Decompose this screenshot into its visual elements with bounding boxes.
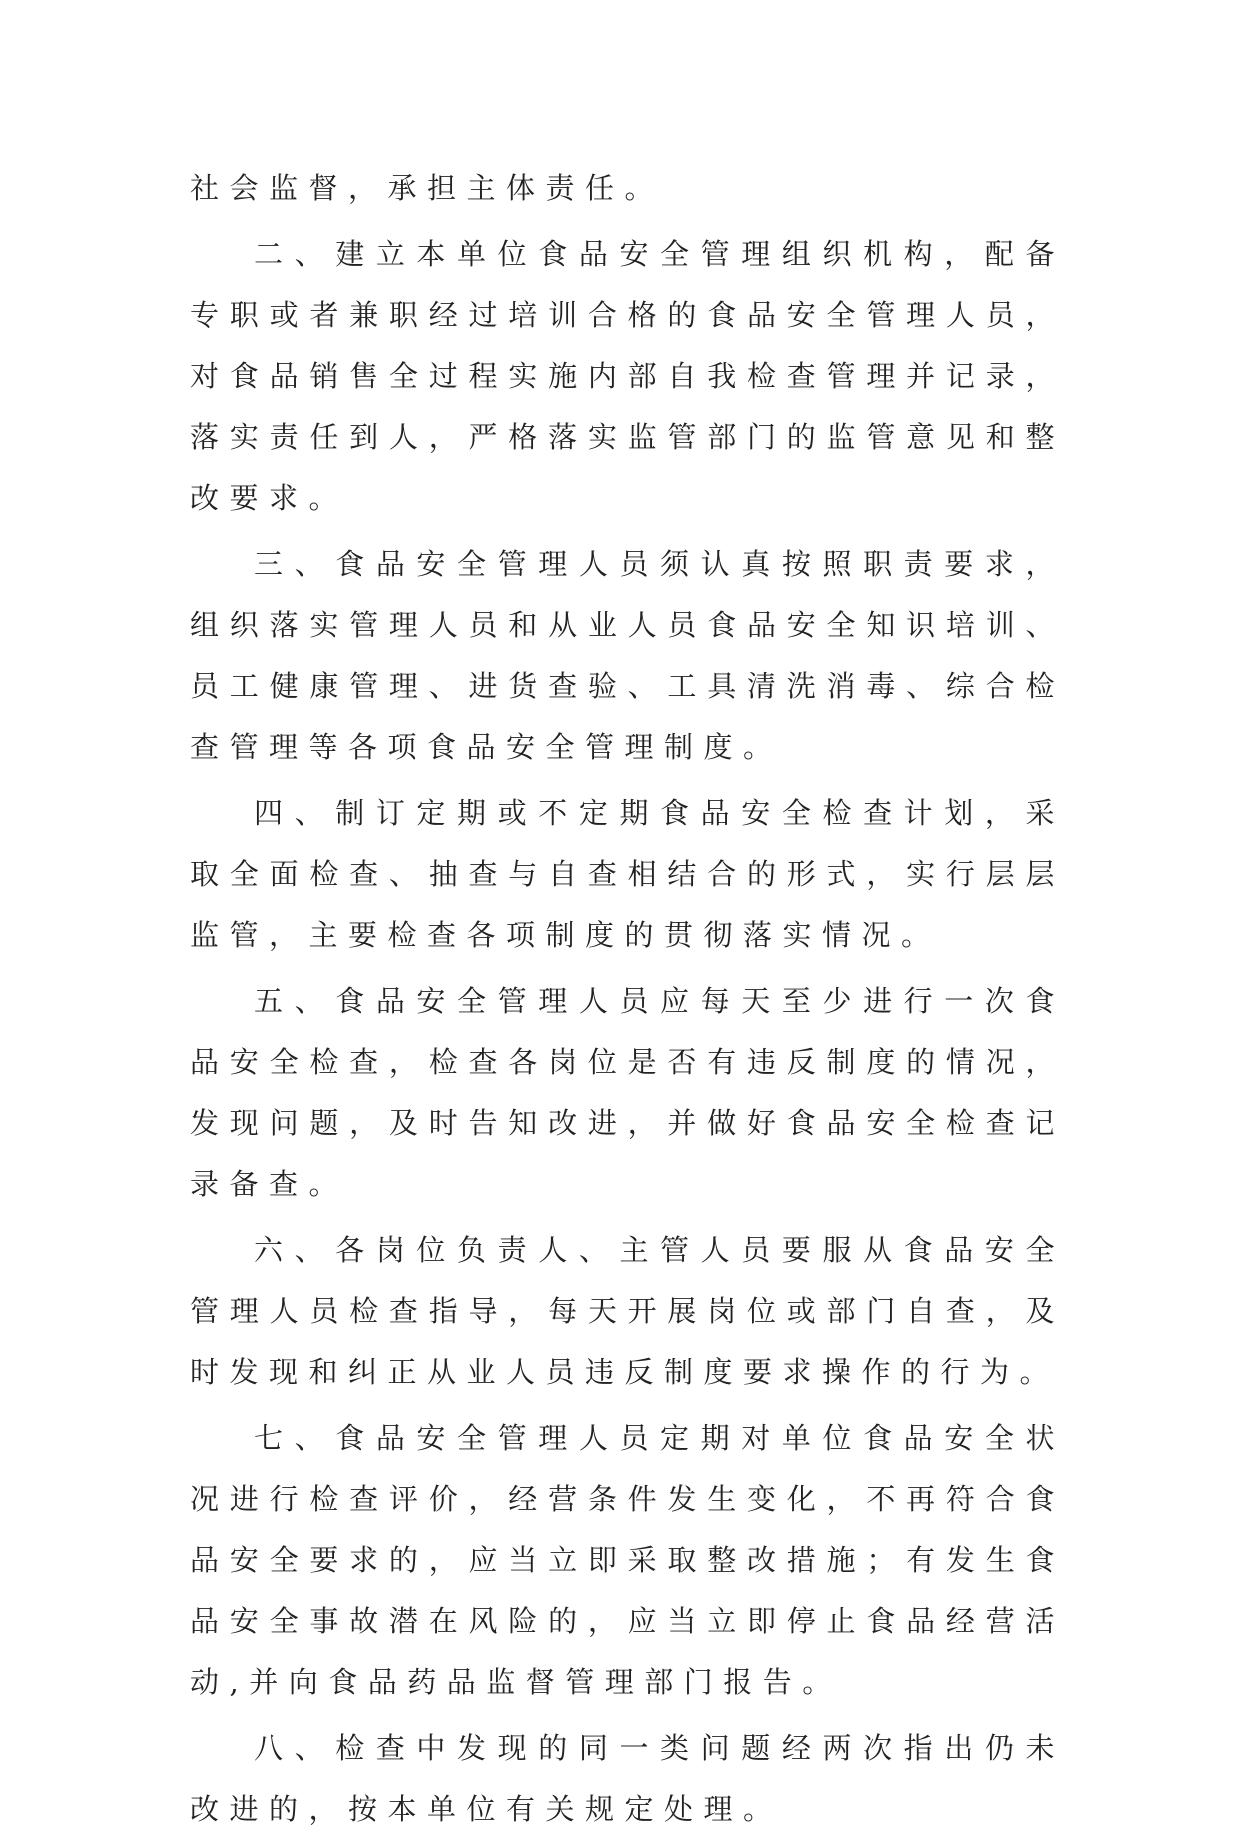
paragraph-item-8: 八、检查中发现的同一类问题经两次指出仍未改进的，按本单位有关规定处理。	[190, 1731, 1065, 1826]
paragraph-item-2: 二、建立本单位食品安全管理组织机构，配备专职或者兼职经过培训合格的食品安全管理人员，对食品销售全过程实施内部自我检查管理并记录，落实责任到人，严格落实监管部门的监管意见和整改要求。	[190, 237, 1065, 515]
paragraph-item-7: 七、食品安全管理人员定期对单位食品安全状况进行检查评价，经营条件发生变化，不再符合食品安全要求的，应当立即采取整改措施；有发生食品安全事故潜在风险的，应当立即停止食品经营活动,并向食品药品监督管理部门报告。	[190, 1421, 1065, 1699]
paragraph-item-3: 三、食品安全管理人员须认真按照职责要求，组织落实管理人员和从业人员食品安全知识培训、员工健康管理、进货查验、工具清洗消毒、综合检查管理等各项食品安全管理制度。	[190, 547, 1065, 764]
paragraph-item-4: 四、制订定期或不定期食品安全检查计划，采取全面检查、抽查与自查相结合的形式，实行层层监管，主要检查各项制度的贯彻落实情况。	[190, 796, 1065, 952]
paragraph-item-5: 五、食品安全管理人员应每天至少进行一次食品安全检查，检查各岗位是否有违反制度的情况，发现问题，及时告知改进，并做好食品安全检查记录备查。	[190, 984, 1065, 1201]
document-body	[190, 158, 1065, 1845]
paragraph-continuation: 社会监督，承担主体责任。	[190, 171, 665, 205]
paragraph-item-6: 六、各岗位负责人、主管人员要服从食品安全管理人员检查指导，每天开展岗位或部门自查，及时发现和纠正从业人员违反制度要求操作的行为。	[190, 1233, 1065, 1389]
